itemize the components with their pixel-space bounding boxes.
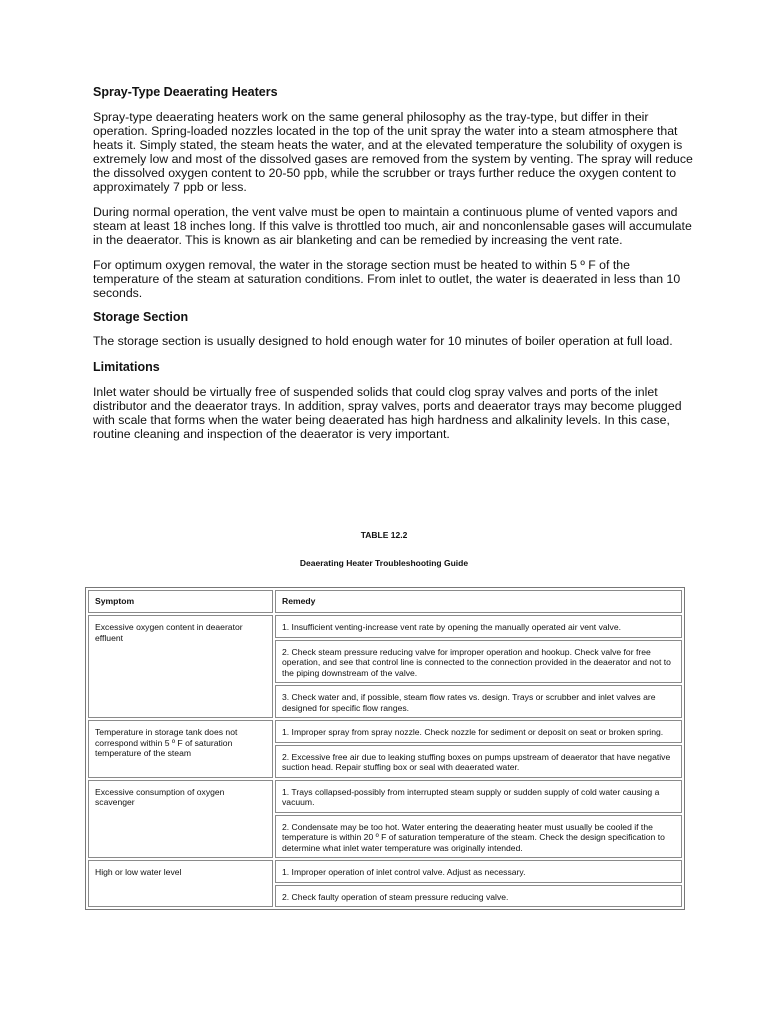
remedy-cell: 2. Check faulty operation of steam pressure reducing valve.	[275, 885, 682, 908]
remedy-cell: 2. Condensate may be too hot. Water entering the deaerating heater must usually be cooled if the temperature is within 20 º F of saturation temperature of the steam. Check the design specification to determine what inlet water temperature was originally intended.	[275, 815, 682, 859]
remedy-cell: 2. Excessive free air due to leaking stuffing boxes on pumps upstream of deaerator that have negative suction head. Repair stuffing box or seal with deaerated water.	[275, 745, 682, 778]
paragraph-oxygen-removal: For optimum oxygen removal, the water in the storage section must be heated to within 5 º F of the temperature of the steam at saturation conditions. From inlet to outlet, the water is deaerated in less than 10 seconds.	[93, 258, 681, 300]
remedy-cell: 1. Improper spray from spray nozzle. Check nozzle for sediment or deposit on seat or broken spring.	[275, 720, 682, 743]
remedy-cell: 2. Check steam pressure reducing valve for improper operation and hookup. Check valve for free operation, and see that control line is connected to the connection provided in the deaerator and not to the piping downstream of the valve.	[275, 640, 682, 684]
paragraph-storage: The storage section is usually designed to hold enough water for 10 minutes of boiler operation at full load.	[93, 334, 673, 348]
symptom-cell: Excessive consumption of oxygen scavenger	[88, 780, 273, 859]
symptom-cell: Excessive oxygen content in deaerator effluent	[88, 615, 273, 718]
paragraph-spray-overview: Spray-type deaerating heaters work on the same general philosophy as the tray-type, but differ in their operation. Spring-loaded nozzles located in the top of the unit spray the water into a steam atmosphere that heats it. Simply stated, the steam heats the water, and at the elevated temperature the solubility of oxygen is extremely low and most of the dissolved gases are removed from the system by venting. The spray will reduce the dissolved oxygen content to 20-50 ppb, while the scrubber or trays further reduce the oxygen content to approximately 7 ppb or less.	[93, 110, 693, 194]
header-remedy: Remedy	[275, 590, 682, 613]
section-heading-storage: Storage Section	[93, 310, 189, 324]
table-row	[88, 860, 682, 883]
table-number: TABLE 12.2	[360, 530, 408, 540]
paragraph-vent-valve: During normal operation, the vent valve must be open to maintain a continuous plume of vented vapors and steam at least 18 inches long. If this valve is throttled too much, air and nonconlensable gases will accumulate in the deaerator. This is known as air blanketing and can be remedied by increasing the vent rate.	[93, 205, 692, 247]
table-row	[88, 615, 682, 638]
table-row	[88, 720, 682, 743]
header-symptom: Symptom	[88, 590, 273, 613]
table-title: Deaerating Heater Troubleshooting Guide	[299, 558, 469, 568]
remedy-cell: 3. Check water and, if possible, steam flow rates vs. design. Trays or scrubber and inlet valves are designed for specific flow ranges.	[275, 685, 682, 718]
document-body	[93, 85, 693, 441]
symptom-cell: Temperature in storage tank does not correspond within 5 º F of saturation temperature of the steam	[88, 720, 273, 778]
paragraph-limitations: Inlet water should be virtually free of suspended solids that could clog spray valves and ports of the inlet distributor and the deaerator trays. In addition, spray valves, ports and deaerator trays may become plugged with scale that forms when the water being deaerated has high hardness and alkalinity levels. In this case, routine cleaning and inspection of the deaerator is very important.	[93, 385, 682, 441]
section-heading-limitations: Limitations	[93, 360, 160, 374]
table-header-row	[88, 590, 682, 613]
remedy-cell: 1. Insufficient venting-increase vent rate by opening the manually operated air vent valve.	[275, 615, 682, 638]
table-row	[88, 780, 682, 813]
remedy-cell: 1. Improper operation of inlet control valve. Adjust as necessary.	[275, 860, 682, 883]
symptom-cell: High or low water level	[88, 860, 273, 907]
troubleshooting-table	[85, 587, 685, 910]
section-heading-spray-type: Spray-Type Deaerating Heaters	[93, 85, 278, 99]
remedy-cell: 1. Trays collapsed-possibly from interrupted steam supply or sudden supply of cold water causing a vacuum.	[275, 780, 682, 813]
